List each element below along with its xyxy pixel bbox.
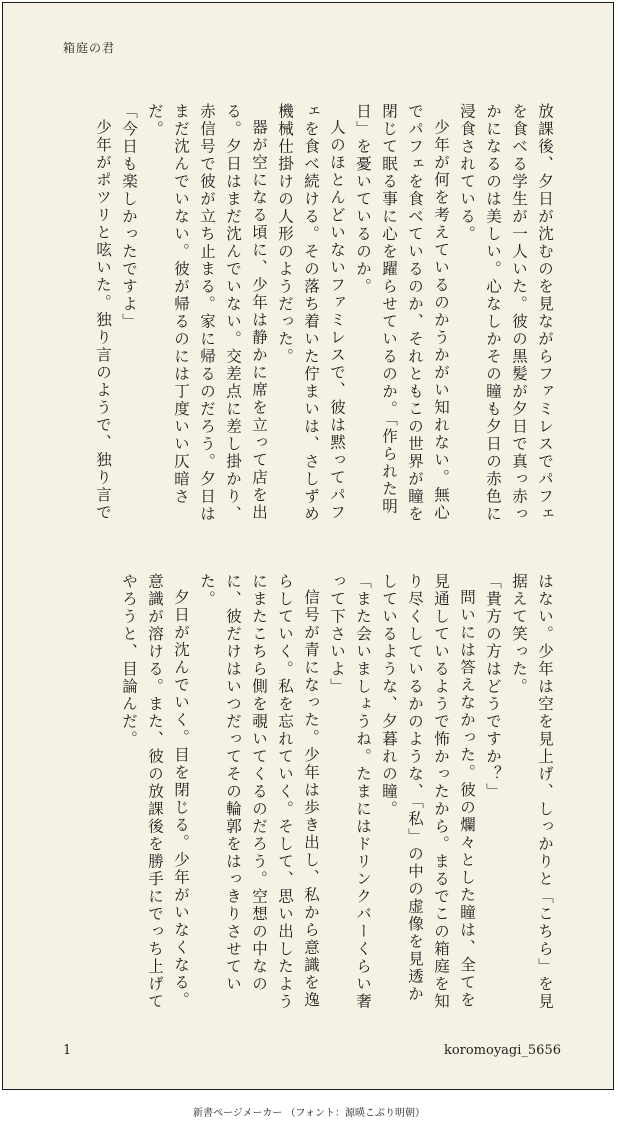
paragraph: 問いには答えなかった。彼の爛々とした瞳は、全てを見通しているようで怖かったから。まるでこの箱庭を知り尽くしているかのような、「私」の中の虚像を見透かしているような、夕暮れの瞳。 (380, 573, 476, 1011)
paragraph: はない。少年は空を見上げ、しっかりと「こちら」を見据えて笑った。 (510, 573, 554, 1011)
page-number: 1 (63, 1043, 72, 1058)
paragraph: 夕日が沈んでいく。目を閉じる。少年がいなくなる。意識が溶ける。また、彼の放課後を勝手にでっち上げてやろうと、目論んだ。 (120, 573, 190, 1011)
paragraph: 「今日も楽しかったですよ」 (120, 103, 138, 331)
paragraph: 少年がポツリと呟いた。独り言のようで、独り言で (94, 118, 112, 521)
paragraph: 放課後、夕日が沈むのを見ながらファミレスでパフェを食べる学生が一人いた。彼の黒髪が夕日で真っ赤っかになるのは美しい。心なしかその瞳も夕日の赤色に浸食されている。 (458, 103, 554, 523)
paragraph: 信号が青になった。少年は歩き出し、私から意識を逸らしていく。私を忘れていく。そして、思い出したようにまたこちら側を覗いてくるのだろう。空想の中なのに、彼だけはいつだってその輪郭をはっきりさせていた。 (198, 573, 320, 1011)
paragraph: 少年が何を考えているのかうかがい知れない。無心でパフェを食べているのか、それともこの世界が瞳を閉じて眠る事に心を躍らせているのか。「作られた明日」を憂いているのか。 (354, 103, 450, 523)
author-credit: koromoyagi_5656 (443, 1043, 561, 1058)
generator-footer: 新書ページメーカー （フォント：源暎こぶり明朝） (193, 1108, 425, 1119)
book-page (2, 2, 614, 1090)
paragraph: 器が空になる頃に、少年は静かに席を立って店を出る。夕日はまだ沈んでいない。交差点に差し掛かり、赤信号で彼が立ち止まる。家に帰るのだろう。夕日はまだ沈んでいない。彼が帰るのには丁度いい仄暗さだ。 (146, 103, 268, 523)
paragraph: 「また会いましょうね。たまにはドリンクバーくらい奢って下さいよ」 (328, 573, 372, 1011)
text-block-bottom (58, 573, 558, 1013)
text-block-top (58, 103, 558, 533)
paragraph: 「貴方の方はどうですか？」 (484, 573, 502, 801)
paragraph: 人のほとんどいないファミレスで、彼は黙ってパフェを食べ続ける。その落ち着いた佇まいは、さしずめ機械仕掛けの人形のようだった。 (276, 103, 346, 523)
book-title: 箱庭の君 (63, 41, 116, 55)
